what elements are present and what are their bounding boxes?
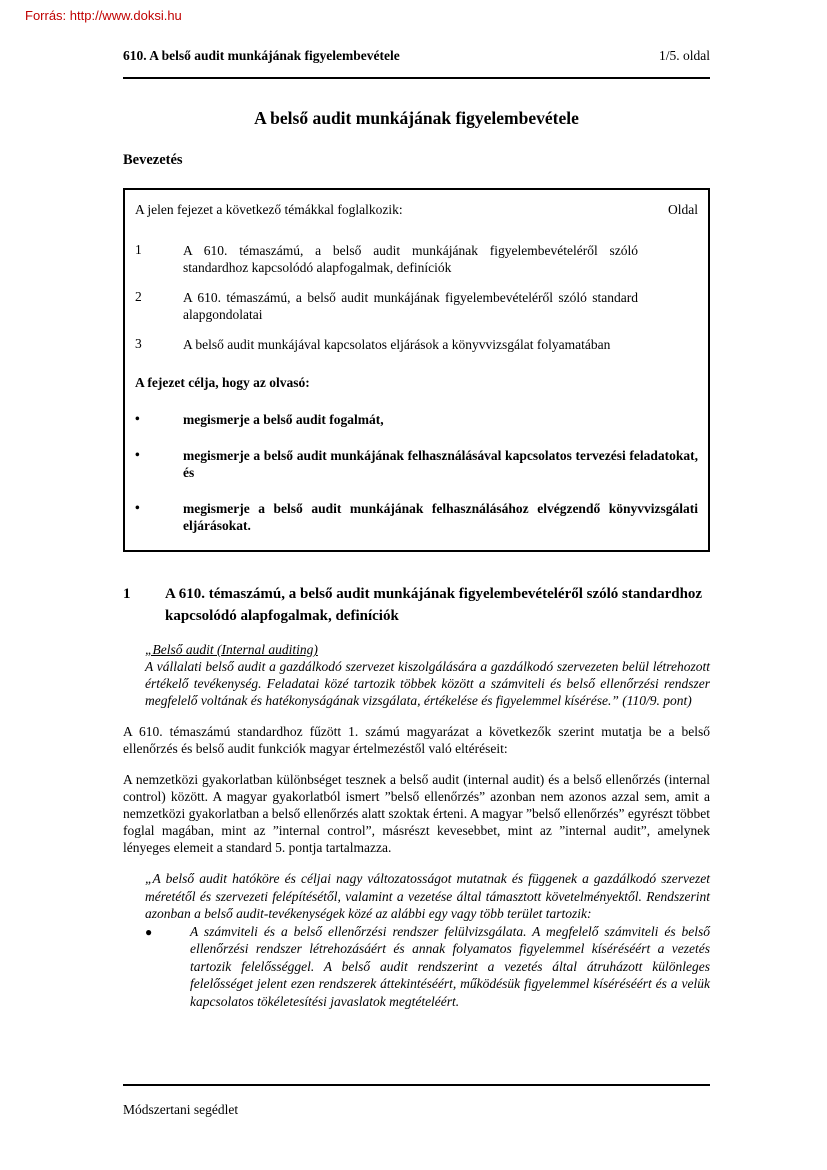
intro-heading: Bevezetés — [123, 152, 183, 168]
bullet-icon: • — [135, 411, 140, 426]
topic-item-number: 2 — [135, 289, 142, 304]
chapter-goal-heading: A fejezet célja, hogy az olvasó: — [135, 375, 310, 390]
goal-item-text: megismerje a belső audit fogalmát, — [183, 412, 384, 427]
goal-item-text: megismerje a belső audit munkájának felhasználásával kapcsolatos tervezési feladatokat, és — [183, 448, 698, 480]
running-footer — [123, 1084, 710, 1118]
definition-quote-title: „Belső audit (Internal auditing) — [145, 642, 318, 657]
body-paragraph-1: A 610. témaszámú standardhoz fűzött 1. számú magyarázat a következők szerint mutatja be a belső ellenőrzés és belső audit funkciók magyar értelmezéstől való eltéréseit: — [123, 724, 710, 756]
footer-text: Módszertani segédlet — [123, 1102, 239, 1117]
page-content — [123, 48, 710, 1010]
topic-item — [135, 289, 638, 323]
body-paragraph-2: A nemzetközi gyakorlatban különbséget tesznek a belső audit (internal audit) és a belső ellenőrzés (internal control) között. A magyar gyakorlatból ismert ”belső ellenőrzés” azonban nem azonos azzal sem, amit a nemzetközi gyakorlatban a belső ellenőrzés alatt szoktak érteni. A magyar ”belső ellenőrzés” egyrészt többet foglal magában, mint az ”internal control”, másrészt kevesebbet, mint az ”internal audit”, amelynek lényeges elemeit a standard 5. pontja tartalmazza. — [123, 772, 711, 855]
page-number: 1/5. oldal — [659, 48, 710, 63]
goal-item — [135, 447, 698, 481]
scope-quote — [145, 870, 710, 1010]
section-number: 1 — [123, 586, 131, 602]
topic-item — [135, 336, 638, 353]
goal-item-text: megismerje a belső audit munkájának felhasználásához elvégzendő könyvvizsgálati eljárásokat. — [183, 501, 698, 533]
running-header-title: 610. A belső audit munkájának figyelembevétele — [123, 48, 400, 63]
topic-box-lead-row — [135, 202, 698, 218]
topic-item-text: A belső audit munkájával kapcsolatos eljárások a könyvvizsgálat folyamatában — [183, 337, 611, 352]
page-column-header: Oldal — [668, 202, 698, 217]
definition-quote-body: A vállalati belső audit a gazdálkodó szervezet kiszolgálására a gazdálkodó szervezeten belül létrehozott értékelő tevékenység. Feladatai közé tartozik többek között a számviteli és belső ellenőrzési rendszer megfelelő voltának és hatékonyságának vizsgálata, értékelése és figyelemmel kísérése.” (110/9. pont) — [145, 659, 710, 708]
bullet-icon: • — [135, 447, 140, 462]
topic-item-text: A 610. témaszámú, a belső audit munkájának figyelembevételéről szóló standardhoz kapcsolódó alapfogalmak, definíciók — [183, 243, 638, 275]
goal-item — [135, 500, 698, 534]
topic-item-number: 3 — [135, 336, 142, 351]
topic-item-text: A 610. témaszámú, a belső audit munkájának figyelembevételéről szóló standard alapgondolatai — [183, 290, 638, 322]
section-1-heading — [123, 583, 710, 627]
document-title: A belső audit munkájának figyelembevétele — [254, 108, 579, 128]
chapter-goal-list — [135, 411, 698, 534]
bullet-icon: ● — [145, 924, 153, 939]
topic-list — [135, 242, 638, 353]
definition-quote — [145, 641, 710, 709]
topic-item-number: 1 — [135, 242, 142, 257]
source-watermark: Forrás: http://www.doksi.hu — [25, 8, 182, 23]
goal-item — [135, 411, 698, 428]
scope-quote-bullet-item — [145, 923, 710, 1011]
running-header — [123, 48, 710, 64]
topic-item — [135, 242, 638, 276]
bullet-icon: • — [135, 500, 140, 515]
topic-box-lead: A jelen fejezet a következő témákkal foglalkozik: — [135, 202, 403, 217]
scope-quote-intro: „A belső audit hatóköre és céljai nagy változatosságot mutatnak és függenek a gazdálkodó szervezet méretétől és szervezeti felépítésétől, valamint a vezetése által támasztott követelményektől. Rendszerint azonban a belső audit-tevékenységek közé az alábbi egy vagy több terület tartozik: — [145, 871, 710, 921]
topic-overview-box — [123, 188, 710, 552]
section-heading-text: A 610. témaszámú, a belső audit munkájának figyelembevételéről szóló standardhoz kapcsolódó alapfogalmak, definíciók — [165, 586, 703, 624]
header-rule — [123, 77, 710, 79]
scope-quote-bullet-text: A számviteli és a belső ellenőrzési rendszer felülvizsgálata. A megfelelő számviteli és belső ellenőrzési rendszer létrehozásáért és annak folyamatos figyelemmel kíséréséért a vezetés tartozik felelősséggel. A belső audit rendszerint a vezetés által átruházott különleges felelősséget jelent ezen rendszerek áttekintéséért, működésük figyelemmel kíséréséért és a velük kapcsolatos tökéletesítési javaslatok megtételéért. — [190, 923, 710, 1009]
